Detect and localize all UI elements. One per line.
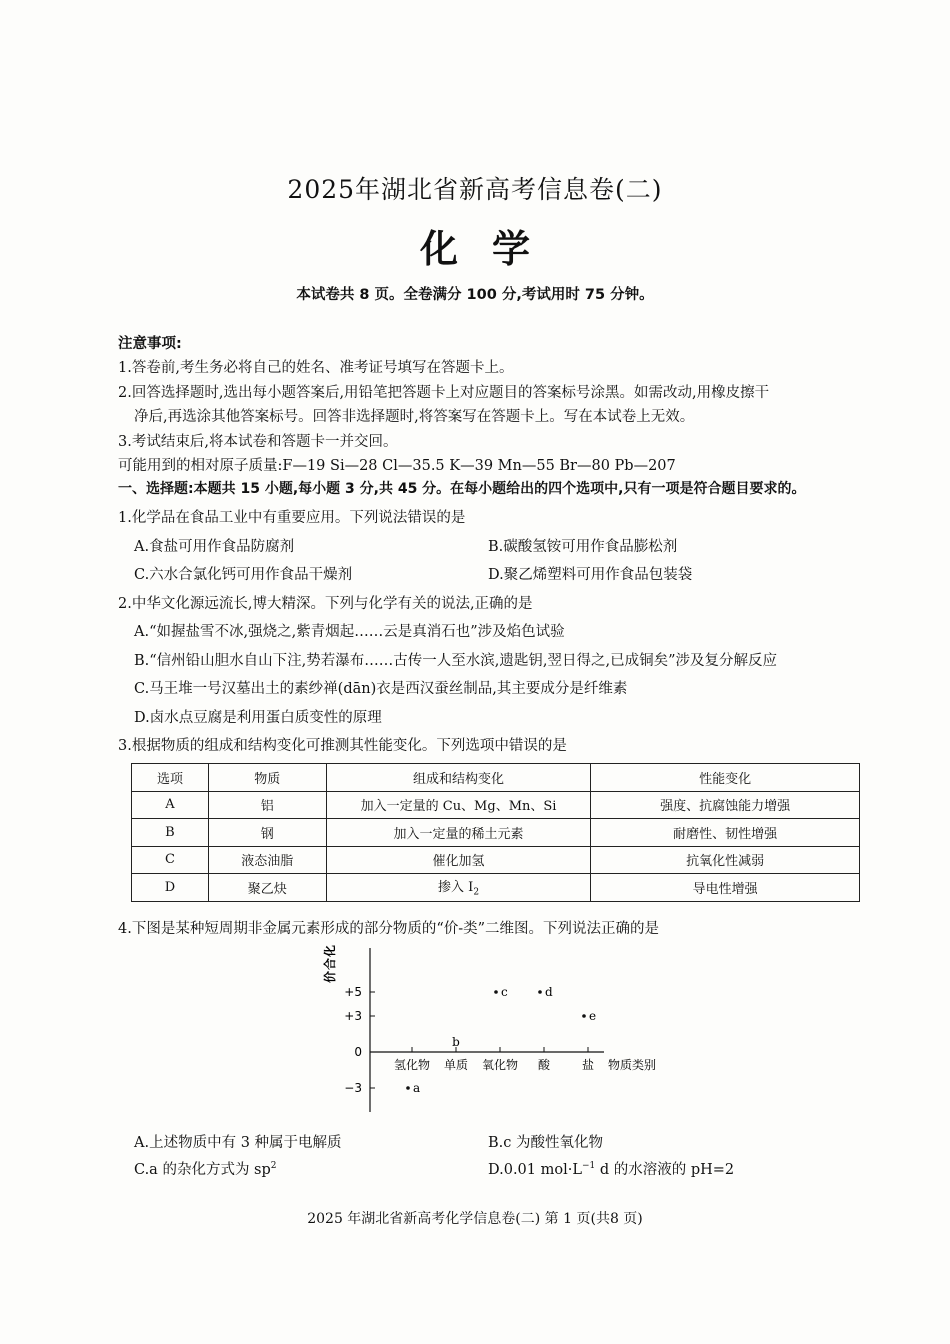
table-cell: 导电性增强 bbox=[591, 874, 860, 902]
q4-option-b: B.c 为酸性氧化物 bbox=[488, 1135, 603, 1151]
q2-option-b: B.“信州铅山胆水自山下注,势若瀑布……古传一人至水滨,遗匙钥,翌日得之,已成铜矣”涉及复分解反应 bbox=[134, 653, 778, 669]
exam-info: 本试卷共 8 页。全卷满分 100 分,考试用时 75 分钟。 bbox=[296, 287, 654, 303]
table-cell: 抗氧化性减弱 bbox=[591, 846, 860, 874]
table-row bbox=[132, 819, 860, 847]
data-point bbox=[538, 990, 542, 994]
table-row bbox=[132, 791, 860, 819]
note-2: 2.回答选择题时,选出每小题答案后,用铅笔把答题卡上对应题目的答案标号涂黑。如需改动,用橡皮擦干 bbox=[118, 385, 770, 401]
table-header-row bbox=[132, 764, 860, 792]
table-cell: B bbox=[132, 819, 209, 847]
q2-option-a: A.“如握盐雪不冰,强烧之,紫青烟起……云是真消石也”涉及焰色试验 bbox=[134, 624, 565, 640]
notes-heading: 注意事项: bbox=[118, 336, 182, 352]
x-tick-label: 氧化物 bbox=[481, 1058, 519, 1072]
q1-stem: 1.化学品在食品工业中有重要应用。下列说法错误的是 bbox=[118, 510, 466, 526]
table-cell: C bbox=[132, 846, 209, 874]
q1-option-a: A.食盐可用作食品防腐剂 bbox=[134, 539, 295, 555]
table-cell: 耐磨性、韧性增强 bbox=[591, 819, 860, 847]
q2-option-d: D.卤水点豆腐是利用蛋白质变性的原理 bbox=[134, 710, 382, 726]
table-cell: 钢 bbox=[208, 819, 326, 847]
note-1: 1.答卷前,考生务必将自己的姓名、准考证号填写在答题卡上。 bbox=[118, 360, 514, 376]
table-header-cell: 组成和结构变化 bbox=[326, 764, 591, 792]
table-header-cell: 性能变化 bbox=[591, 764, 860, 792]
note-2-continued: 净后,再选涂其他答案标号。回答非选择题时,将答案写在答题卡上。写在本试卷上无效。 bbox=[134, 409, 695, 425]
page-footer: 2025 年湖北省新高考化学信息卷(二) 第 1 页(共8 页) bbox=[307, 1211, 643, 1227]
q4-option-d-sup: −1 bbox=[581, 1161, 596, 1172]
x-tick-label: 氢化物 bbox=[393, 1058, 431, 1072]
y-tick-label: +3 bbox=[344, 1009, 362, 1023]
table-cell: A bbox=[132, 791, 209, 819]
data-point-label: b bbox=[452, 1035, 460, 1049]
table-cell: 加入一定量的 Cu、Mg、Mn、Si bbox=[326, 791, 591, 819]
data-point-label: a bbox=[413, 1081, 421, 1095]
subject-title: 化学 bbox=[419, 226, 564, 271]
y-axis-label-char: 合 bbox=[323, 957, 337, 971]
exam-title: 2025年湖北省新高考信息卷(二) bbox=[287, 175, 663, 204]
table-cell: D bbox=[132, 874, 209, 902]
y-tick-label: +5 bbox=[344, 985, 362, 999]
formula-text: 掺入 I bbox=[438, 880, 474, 896]
data-point bbox=[406, 1086, 410, 1090]
note-3: 3.考试结束后,将本试卷和答题卡一并交回。 bbox=[118, 434, 398, 450]
x-tick-label: 单质 bbox=[443, 1058, 469, 1072]
formula-subscript: 2 bbox=[473, 888, 480, 899]
y-axis-label-char: 化 bbox=[323, 944, 337, 958]
y-tick-label: 0 bbox=[354, 1045, 362, 1059]
table-row bbox=[132, 874, 860, 902]
q2-stem: 2.中华文化源远流长,博大精深。下列与化学有关的说法,正确的是 bbox=[118, 596, 533, 612]
table-header-cell: 选项 bbox=[132, 764, 209, 792]
data-point bbox=[494, 990, 498, 994]
table-cell bbox=[326, 874, 591, 902]
data-point-label: c bbox=[501, 985, 508, 999]
atomic-masses: 可能用到的相对原子质量:F—19 Si—28 Cl—35.5 K—39 Mn—55 Br—80 Pb—207 bbox=[118, 458, 676, 474]
q1-option-b: B.碳酸氢铵可用作食品膨松剂 bbox=[488, 539, 678, 555]
q4-stem: 4.下图是某种短周期非金属元素形成的部分物质的“价-类”二维图。下列说法正确的是 bbox=[118, 921, 660, 937]
table-row bbox=[132, 846, 860, 874]
q1-option-c: C.六水合氯化钙可用作食品干燥剂 bbox=[134, 567, 353, 583]
q4-option-a: A.上述物质中有 3 种属于电解质 bbox=[134, 1135, 342, 1151]
data-point-label: e bbox=[589, 1009, 597, 1023]
q4-option-c bbox=[134, 1158, 277, 1179]
q4-option-c-text: C.a 的杂化方式为 sp bbox=[134, 1162, 271, 1178]
data-point-label: d bbox=[545, 985, 553, 999]
table-header-cell: 物质 bbox=[208, 764, 326, 792]
table-cell: 加入一定量的稀土元素 bbox=[326, 819, 591, 847]
q4-option-d bbox=[488, 1158, 734, 1179]
q3-table bbox=[131, 763, 860, 902]
q4-option-d-text: D.0.01 mol·L bbox=[488, 1162, 582, 1178]
table-cell: 聚乙炔 bbox=[208, 874, 326, 902]
q4-option-c-sup: 2 bbox=[270, 1161, 277, 1172]
section-1-heading: 一、选择题:本题共 15 小题,每小题 3 分,共 45 分。在每小题给出的四个选项中,只有一项是符合题目要求的。 bbox=[118, 481, 806, 497]
q3-stem: 3.根据物质的组成和结构变化可推测其性能变化。下列选项中错误的是 bbox=[118, 738, 567, 754]
q4-option-d-tail: d 的水溶液的 pH=2 bbox=[595, 1162, 735, 1178]
table-cell: 液态油脂 bbox=[208, 846, 326, 874]
y-tick-label: −3 bbox=[344, 1081, 362, 1095]
x-tick-label: 酸 bbox=[537, 1058, 551, 1072]
table-cell: 强度、抗腐蚀能力增强 bbox=[591, 791, 860, 819]
data-point bbox=[582, 1014, 586, 1018]
y-axis-label-char: 价 bbox=[323, 970, 337, 984]
table-cell: 催化加氢 bbox=[326, 846, 591, 874]
table-cell: 铝 bbox=[208, 791, 326, 819]
x-axis-label: 物质类别 bbox=[607, 1058, 657, 1072]
x-tick-label: 盐 bbox=[581, 1058, 595, 1072]
q2-option-c: C.马王堆一号汉墓出土的素纱禅(dān)衣是西汉蚕丝制品,其主要成分是纤维素 bbox=[134, 681, 628, 697]
q1-option-d: D.聚乙烯塑料可用作食品包装袋 bbox=[488, 567, 693, 583]
valence-category-chart bbox=[320, 940, 680, 1115]
